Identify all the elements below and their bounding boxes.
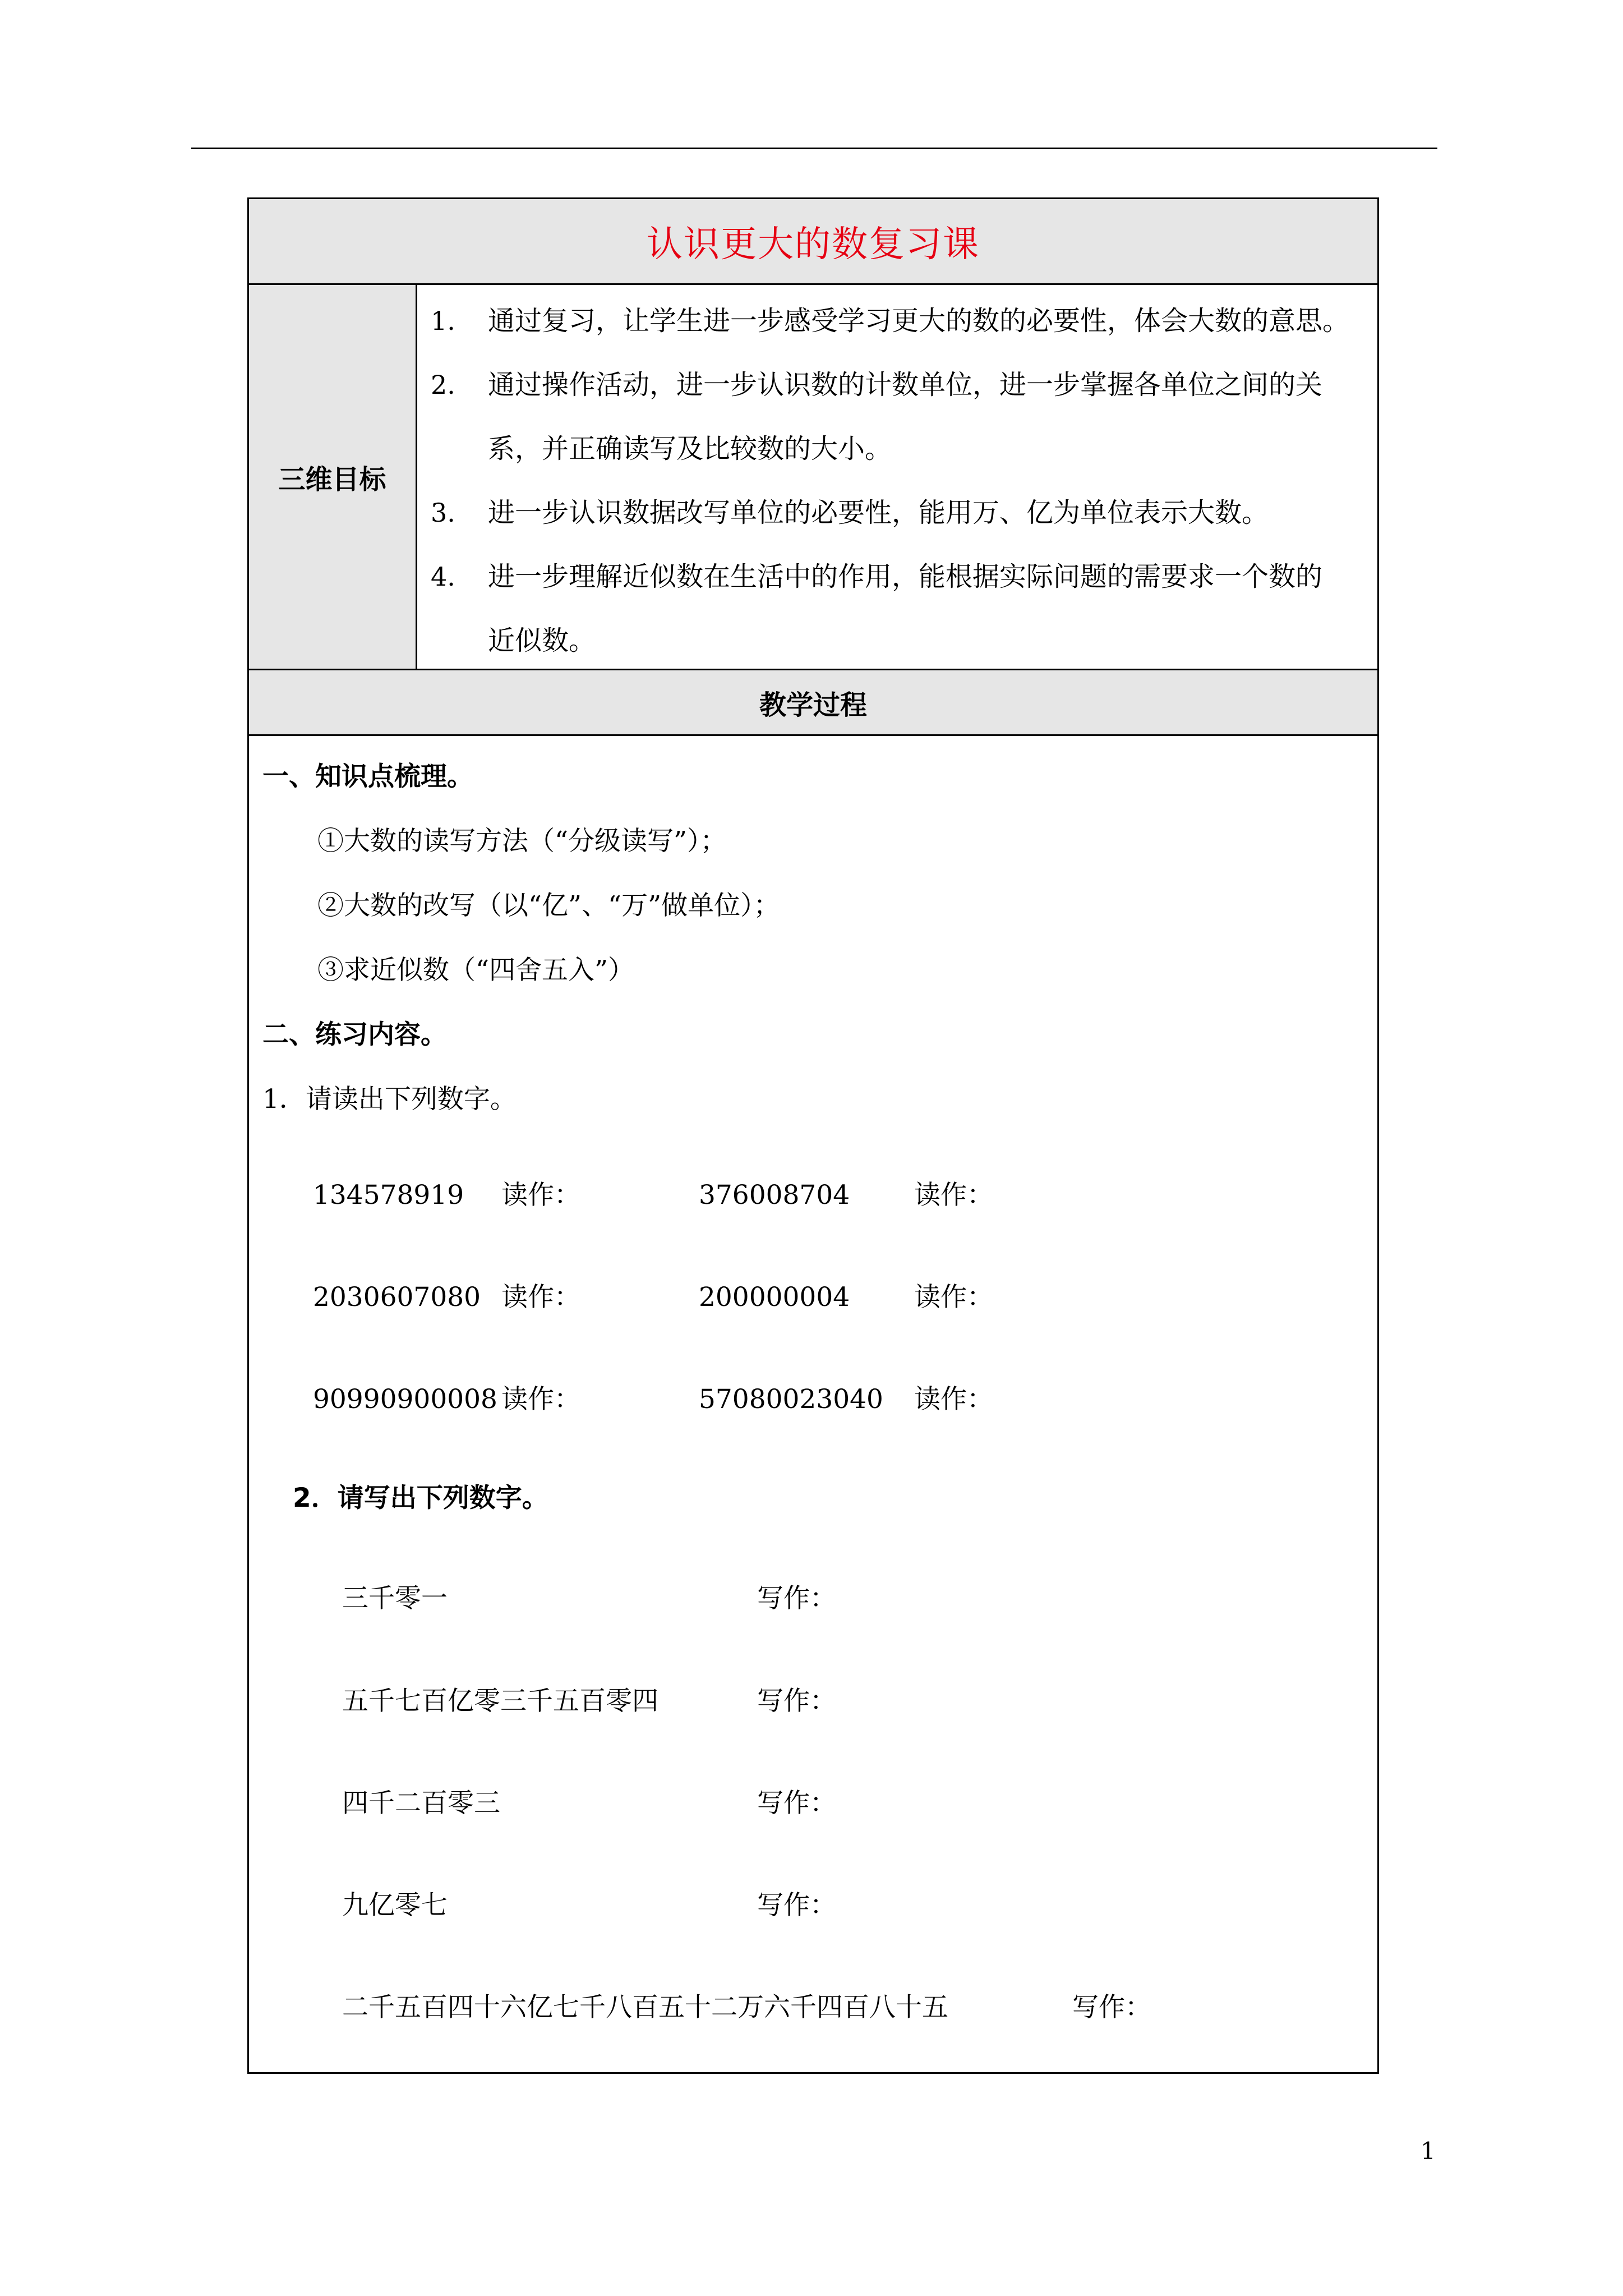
write-label: 写作： (1072, 1992, 1151, 2023)
write-label: 写作： (757, 1583, 836, 1614)
goals-label-cell (249, 285, 417, 669)
goal-line: 通过操作活动，进一步认识数的计数单位，进一步掌握各单位之间的关 (488, 369, 1323, 401)
knowledge-point: ②大数的改写（以“亿”、“万”做单位）； (317, 890, 780, 921)
header-rule (191, 148, 1437, 149)
goals-label: 三维目标 (278, 463, 386, 495)
read-label: 读作： (501, 1180, 580, 1211)
goal-line: 近似数。 (488, 625, 596, 656)
chinese-number: 九亿零七 (342, 1890, 448, 1921)
title-row (249, 199, 1377, 285)
read-label: 读作： (914, 1282, 993, 1313)
section1-heading: 一、知识点梳理。 (262, 761, 473, 792)
goal-number: 2. (431, 370, 455, 400)
read-label: 读作： (501, 1282, 580, 1313)
goals-row (249, 285, 1377, 670)
goal-line: 进一步认识数据改写单位的必要性，能用万、亿为单位表示大数。 (488, 497, 1269, 528)
lesson-plan-table (247, 197, 1379, 2074)
number-to-read: 2030607080 (313, 1282, 481, 1313)
number-to-read: 57080023040 (699, 1384, 883, 1415)
write-label: 写作： (757, 1890, 836, 1921)
chinese-number: 二千五百四十六亿七千八百五十二万六千四百八十五 (342, 1992, 948, 2023)
write-label: 写作： (757, 1686, 836, 1717)
process-title: 教学过程 (759, 689, 867, 721)
q1-prompt: 1．请读出下列数字。 (262, 1084, 517, 1115)
number-to-read: 200000004 (699, 1282, 850, 1313)
number-to-read: 376008704 (699, 1180, 850, 1211)
section2-heading: 二、练习内容。 (262, 1019, 447, 1050)
read-label: 读作： (501, 1384, 580, 1415)
q2-prompt: 2．请写出下列数字。 (293, 1483, 548, 1513)
goal-number: 4. (431, 562, 455, 592)
chinese-number: 四千二百零三 (342, 1788, 500, 1819)
lesson-title: 认识更大的数复习课 (647, 224, 980, 265)
goals-list (417, 285, 1377, 669)
read-label: 读作： (914, 1180, 993, 1211)
knowledge-point: ①大数的读写方法（“分级读写”）； (317, 826, 727, 857)
goal-line: 通过复习，让学生进一步感受学习更大的数的必要性，体会大数的意思。 (488, 305, 1350, 337)
knowledge-point: ③求近似数（“四舍五入”） (317, 955, 635, 986)
chinese-number: 五千七百亿零三千五百零四 (342, 1686, 658, 1717)
write-label: 写作： (757, 1788, 836, 1819)
goal-number: 3. (431, 498, 455, 528)
number-to-read: 134578919 (313, 1180, 464, 1211)
goal-number: 1. (431, 306, 455, 336)
number-to-read: 90990900008 (313, 1384, 497, 1415)
process-header-row (249, 670, 1377, 736)
page-number: 1 (1421, 2137, 1436, 2165)
goal-line: 进一步理解近似数在生活中的作用，能根据实际问题的需要求一个数的 (488, 561, 1323, 592)
goal-line: 系，并正确读写及比较数的大小。 (488, 433, 892, 464)
chinese-number: 三千零一 (342, 1583, 448, 1614)
read-label: 读作： (914, 1384, 993, 1415)
